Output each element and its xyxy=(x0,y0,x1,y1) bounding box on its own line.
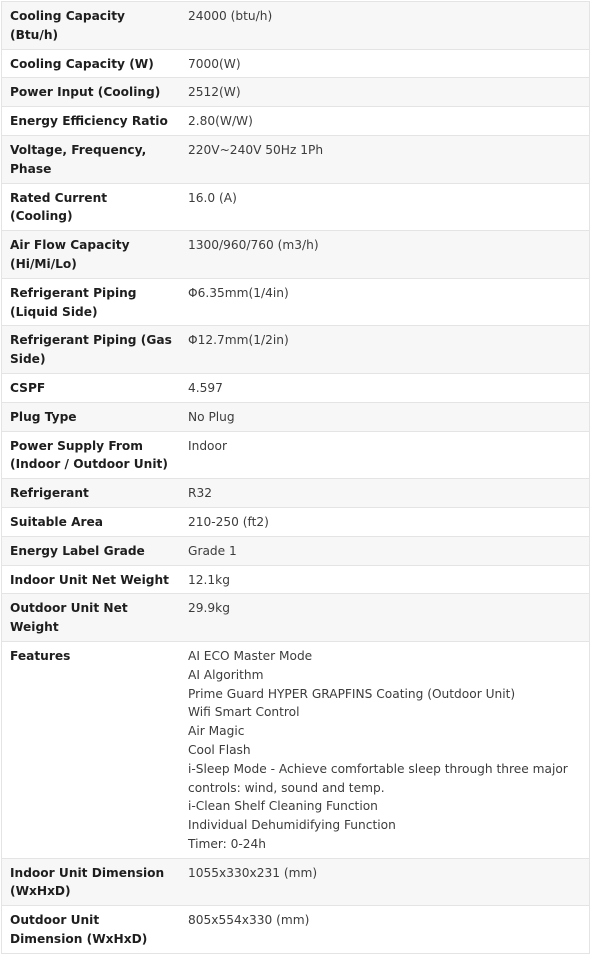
spec-label: Refrigerant Piping (Gas Side) xyxy=(10,333,172,367)
spec-label: Outdoor Unit Dimension (WxHxD) xyxy=(10,913,148,947)
feature-item: AI Algorithm xyxy=(188,667,264,682)
spec-value: 24000 (btu/h) xyxy=(188,9,273,23)
spec-row-air-flow-capacity xyxy=(2,231,589,279)
spec-label: Plug Type xyxy=(10,409,77,424)
spec-label: Energy Efficiency Ratio xyxy=(10,114,168,129)
spec-row-refrigerant-piping-liquid xyxy=(2,279,589,327)
spec-label: Cooling Capacity (W) xyxy=(10,56,154,71)
spec-value: 220V~240V 50Hz 1Ph xyxy=(188,142,324,157)
spec-label: Indoor Unit Dimension (WxHxD) xyxy=(10,865,165,899)
spec-row-outdoor-unit-net-weight xyxy=(2,594,589,642)
spec-value: R32 xyxy=(188,486,212,501)
spec-row-indoor-unit-dimension xyxy=(2,859,589,907)
spec-row-indoor-unit-net-weight xyxy=(2,566,589,595)
spec-value: 29.9kg xyxy=(188,601,230,616)
spec-row-cspf xyxy=(2,374,589,403)
spec-row-energy-efficiency-ratio xyxy=(2,107,589,136)
spec-row-energy-label-grade xyxy=(2,537,589,566)
spec-value: No Plug xyxy=(188,409,235,424)
spec-row-cooling-capacity-w xyxy=(2,50,589,79)
spec-value: Φ6.35mm(1/4in) xyxy=(188,285,289,300)
feature-item: Individual Dehumidifying Function xyxy=(188,818,396,833)
spec-row-plug-type xyxy=(2,403,589,432)
spec-label: Indoor Unit Net Weight xyxy=(10,572,169,587)
spec-label: Suitable Area xyxy=(10,514,104,529)
spec-label: CSPF xyxy=(10,380,46,395)
spec-label: Rated Current (Cooling) xyxy=(10,190,108,224)
spec-value: 7000(W) xyxy=(188,56,241,71)
spec-row-outdoor-unit-dimension xyxy=(2,906,589,954)
spec-label: Features xyxy=(10,648,71,663)
spec-value: 2512(W) xyxy=(188,85,241,100)
spec-row-cooling-capacity-btu xyxy=(2,2,589,50)
spec-value: 4.597 xyxy=(188,380,223,395)
spec-value: 210-250 (ft2) xyxy=(188,514,269,529)
feature-item: i-Clean Shelf Cleaning Function xyxy=(188,799,378,814)
features-list xyxy=(178,647,589,854)
spec-label: Power Input (Cooling) xyxy=(10,85,161,100)
spec-row-voltage-frequency-phase xyxy=(2,136,589,184)
spec-label: Power Supply From (Indoor / Outdoor Unit) xyxy=(10,438,168,472)
spec-row-power-supply-from xyxy=(2,432,589,480)
spec-value: 1300/960/760 (m3/h) xyxy=(188,238,319,253)
spec-value: 16.0 (A) xyxy=(188,190,237,205)
spec-label: Cooling Capacity (Btu/h) xyxy=(10,9,125,42)
feature-item: AI ECO Master Mode xyxy=(188,648,313,663)
spec-label: Refrigerant Piping (Liquid Side) xyxy=(10,285,137,319)
spec-row-rated-current xyxy=(2,184,589,232)
spec-table xyxy=(1,1,590,954)
spec-label: Outdoor Unit Net Weight xyxy=(10,601,128,635)
spec-value: Indoor xyxy=(188,438,227,453)
spec-row-refrigerant-piping-gas xyxy=(2,326,589,374)
spec-row-refrigerant xyxy=(2,479,589,508)
feature-item: Prime Guard HYPER GRAPFINS Coating (Outdoor Unit) xyxy=(188,686,516,701)
spec-value: Φ12.7mm(1/2in) xyxy=(188,333,289,348)
spec-value: 805x554x330 (mm) xyxy=(188,913,310,928)
feature-item: Air Magic xyxy=(188,724,245,739)
spec-label: Voltage, Frequency, Phase xyxy=(10,142,147,176)
spec-label: Refrigerant xyxy=(10,486,89,501)
spec-label: Energy Label Grade xyxy=(10,543,145,558)
spec-value: 2.80(W/W) xyxy=(188,114,253,129)
feature-item: i-Sleep Mode - Achieve comfortable sleep through three major controls: wind, sound and temp. xyxy=(188,761,568,795)
spec-value: 12.1kg xyxy=(188,572,230,587)
spec-row-power-input xyxy=(2,78,589,107)
feature-item: Cool Flash xyxy=(188,742,251,757)
spec-row-features xyxy=(2,642,589,859)
feature-item: Timer: 0-24h xyxy=(188,836,266,851)
feature-item: Wifi Smart Control xyxy=(188,705,300,720)
spec-value: 1055x330x231 (mm) xyxy=(188,865,318,880)
spec-value: Grade 1 xyxy=(188,543,237,558)
spec-label: Air Flow Capacity (Hi/Mi/Lo) xyxy=(10,238,130,271)
spec-row-suitable-area xyxy=(2,508,589,537)
